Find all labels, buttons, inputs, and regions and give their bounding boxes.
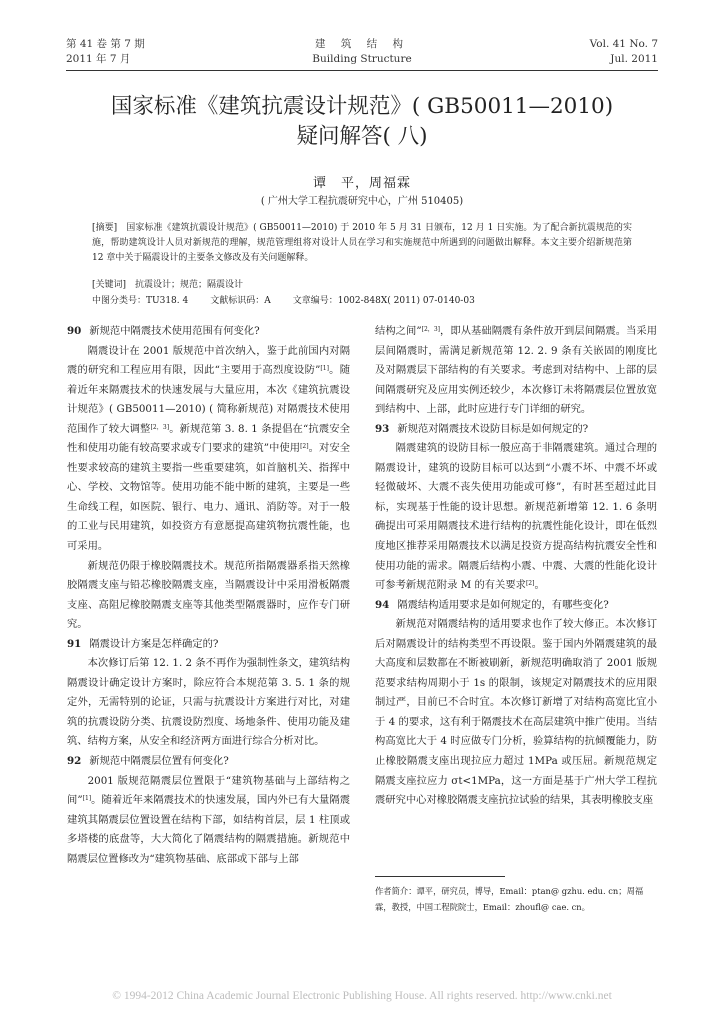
copyright-watermark: © 1994-2012 China Academic Journal Electronic Publishing House. All rights reserved. http://www.cnki.net <box>112 990 612 1002</box>
citation-ref: [1] <box>82 795 92 803</box>
paper-title <box>60 92 664 152</box>
author-footnote: 作者简介：谭平，研究员，博导，Email：ptan@ gzhu. edu. cn；周福霖，教授，中国工程院院士，Email：zhoufl@ cae. cn。 <box>375 886 644 912</box>
paragraph-text: 。新规范第 3. 8. 1 条提倡在“抗震安全性和使用功能有较高要求或专门要求的建筑”中使用 <box>67 422 350 455</box>
paragraph-text: 。对安全性要求较高的建筑主要指一些重要建筑，如首脑机关、指挥中心、学校、文物馆等。使用功能不能中断的建筑，主要是一些生命线工程，如医院、银行、电力、通讯、消防等。对于一般的工业与民用建筑，如投资方有意愿提高建筑物抗震性能，也可采用。 <box>67 442 351 553</box>
question-text: 新规范对隔震技术设防目标是如何规定的? <box>397 422 589 435</box>
question-heading <box>375 420 657 440</box>
paragraph-text: 新规范对隔震结构的适用要求也作了较大修正。本次修订后对隔震设计的结构类型不再设限。鉴于国内外隔震建筑的最大高度和层数都在不断被刷新，新规范明确取消了 2001 版规范要求结构周期小于 1s 的限制，该规定对隔震技术的应用限制过严，目前已不合时宜。本次修订新增了对结构高宽比宜小于 4 的要求，这有利于隔震技术在高层建筑中推广使用。当结构高宽比大于 4 时应做专门分析，验算结构的抗倾覆能力，防止橡胶隔震支座出现拉应力超过 1MPa 或压屈。新规范规定隔震支座拉应力 σt<1MPa，这一方面是基于广州大学工程抗震研究中心对橡胶隔震支座抗拉试验的结果，其表明橡胶支座 <box>375 618 657 807</box>
volume-issue-en: Vol. 41 No. 7 <box>589 38 658 50</box>
right-column <box>375 322 657 811</box>
citation-ref: [2] <box>525 580 535 588</box>
document-code: 文献标识码：A <box>210 296 271 306</box>
title-line-1: 国家标准《建筑抗震设计规范》( GB50011—2010) <box>110 94 614 119</box>
paragraph-text: 2001 版规范隔震层位置限于“建筑物基础与上部结构之间” <box>67 774 350 807</box>
question-text: 新规范中隔震层位置有何变化? <box>89 755 229 768</box>
footnote-rule <box>375 876 505 877</box>
paragraph-text: 本次修订后第 12. 1. 2 条不再作为强制性条文，建筑结构隔震设计确定设计方案时，除应符合本规范第 3. 5. 1 条的规定外，无需特别的论证，只需与抗震设计方案进行对比，对建筑的抗震设防分类、抗震设防烈度、场地条件、使用功能及建筑、结构方案，从安全和经济两方面进行综合分析对比。 <box>67 657 350 748</box>
citation-ref: [1] <box>320 365 329 373</box>
journal-name-en: Building Structure <box>312 53 412 65</box>
question-number: 91 <box>67 637 82 650</box>
question-number: 92 <box>67 755 82 768</box>
question-number: 94 <box>375 598 390 611</box>
classification-line <box>92 293 475 306</box>
question-text: 隔震设计方案是怎样确定的? <box>89 637 219 650</box>
answer-paragraph <box>375 322 657 420</box>
article-number: 文章编号：1002-848X( 2011) 07-0140-03 <box>292 296 475 306</box>
question-heading <box>67 322 350 342</box>
paragraph-text: 。随着近年来隔震技术的快速发展与大量应用，本次《建筑抗震设计规范》( GB50011—2010) ( 简称新规范) 对隔震技术使用范围作了较大调整 <box>67 364 351 435</box>
paragraph-text: 结构之间” <box>375 325 422 337</box>
header-rule <box>66 70 658 71</box>
question-text: 新规范中隔震技术使用范围有何变化? <box>89 325 260 337</box>
paragraph-text: 。随着近年来隔震技术的快速发展，国内外已有大量隔震建筑其隔震层位置设置在结构下部，如结构首层，层 1 柱顶或多塔楼的底盘等，大大简化了隔震结构的隔震措施。新规范中隔震层位置修改为“建筑物基础、底部或下部与上部 <box>67 794 351 865</box>
answer-paragraph <box>67 557 350 635</box>
citation-ref: [2] <box>300 443 309 451</box>
paragraph-text: 隔震建筑的设防目标一般应高于非隔震建筑。通过合理的隔震设计，建筑的设防目标可以达到“小震不坏、中震不坏或轻微破坏、大震不丧失使用功能或可修”，有时甚至超过此目标，实现基于性能的设计思想。新规范新增第 12. 1. 6 条明确提出可采用隔震技术进行结构的抗震性能化设计，即在低烈度地区推荐采用隔震技术以满足投资方提高结构抗震安全性和使用功能的需求。隔震后结构小震、中震、大震的性能化设计可参考新规范附录 M 的有关要求 <box>375 442 657 592</box>
answer-paragraph <box>67 342 350 557</box>
paragraph-text: 新规范仍限于橡胶隔震技术。规范所指隔震器系指天然橡胶隔震支座与铅芯橡胶隔震支座，当隔震设计中采用滑板隔震支座、高阻尼橡胶隔震支座等其他类型隔震器时，应作专门研究。 <box>67 559 350 631</box>
citation-ref: [2，3] <box>421 326 440 333</box>
keywords: [关键词] 抗震设计；规范；隔震设计 <box>92 280 244 290</box>
answer-paragraph <box>375 615 657 810</box>
left-column <box>67 322 350 869</box>
issue-date-en: Jul. 2011 <box>610 53 658 65</box>
volume-issue: 第 41 卷 第 7 期 <box>66 38 145 50</box>
question-number: 93 <box>375 422 390 435</box>
journal-issue-en <box>590 37 658 67</box>
answer-paragraph <box>375 439 657 595</box>
journal-name-cn: 建 筑 结 构 <box>314 38 409 50</box>
paragraph-text: ，即从基础隔震有条件放开到层间隔震。当采用层间隔震时，需满足新规范第 12. 2. 9 条有关嵌固的刚度比及对隔震层下部结构的有关要求。考虑到对结构中、上部的层间隔震研究及应用实例还较少，本次修订未将隔震层位置放宽到结构中、上部，此时应进行专门详细的研究。 <box>375 325 657 416</box>
citation-ref: [2，3] <box>150 423 170 431</box>
paragraph-text: 。 <box>534 579 545 592</box>
answer-paragraph <box>67 772 350 870</box>
question-heading <box>375 596 657 616</box>
paragraph-text: 隔震设计在 2001 版规范中首次纳入，鉴于此前国内对隔震的研究和工程应用有限，因此“主要用于高烈度设防” <box>67 344 350 377</box>
affiliation: ( 广州大学工程抗震研究中心，广州 510405) <box>260 196 464 207</box>
question-number: 90 <box>67 325 82 337</box>
issue-date: 2011 年 7 月 <box>66 53 131 65</box>
question-text: 隔震结构适用要求是如何规定的，有哪些变化? <box>397 598 609 611</box>
question-heading <box>67 635 350 655</box>
title-line-2: 疑问解答( 八) <box>296 124 428 149</box>
question-heading <box>67 752 350 772</box>
authors: 谭 平，周福霖 <box>312 176 411 191</box>
classification-number: 中图分类号：TU318. 4 <box>92 296 189 306</box>
answer-paragraph <box>67 654 350 752</box>
abstract: [摘要] 国家标准《建筑抗震设计规范》( GB50011—2010) 于 2010 年 5 月 31 日颁布，12 月 1 日实施。为了配合新抗震规范的实施，帮助建筑设计人员对新规范的理解，规范管理组将对设计人员在学习和实施规范中所遇到的问题做出解释。本文主要介绍新规范第 12 章中关于隔震设计的主要条文修改及有关问题解释。 <box>92 223 632 264</box>
